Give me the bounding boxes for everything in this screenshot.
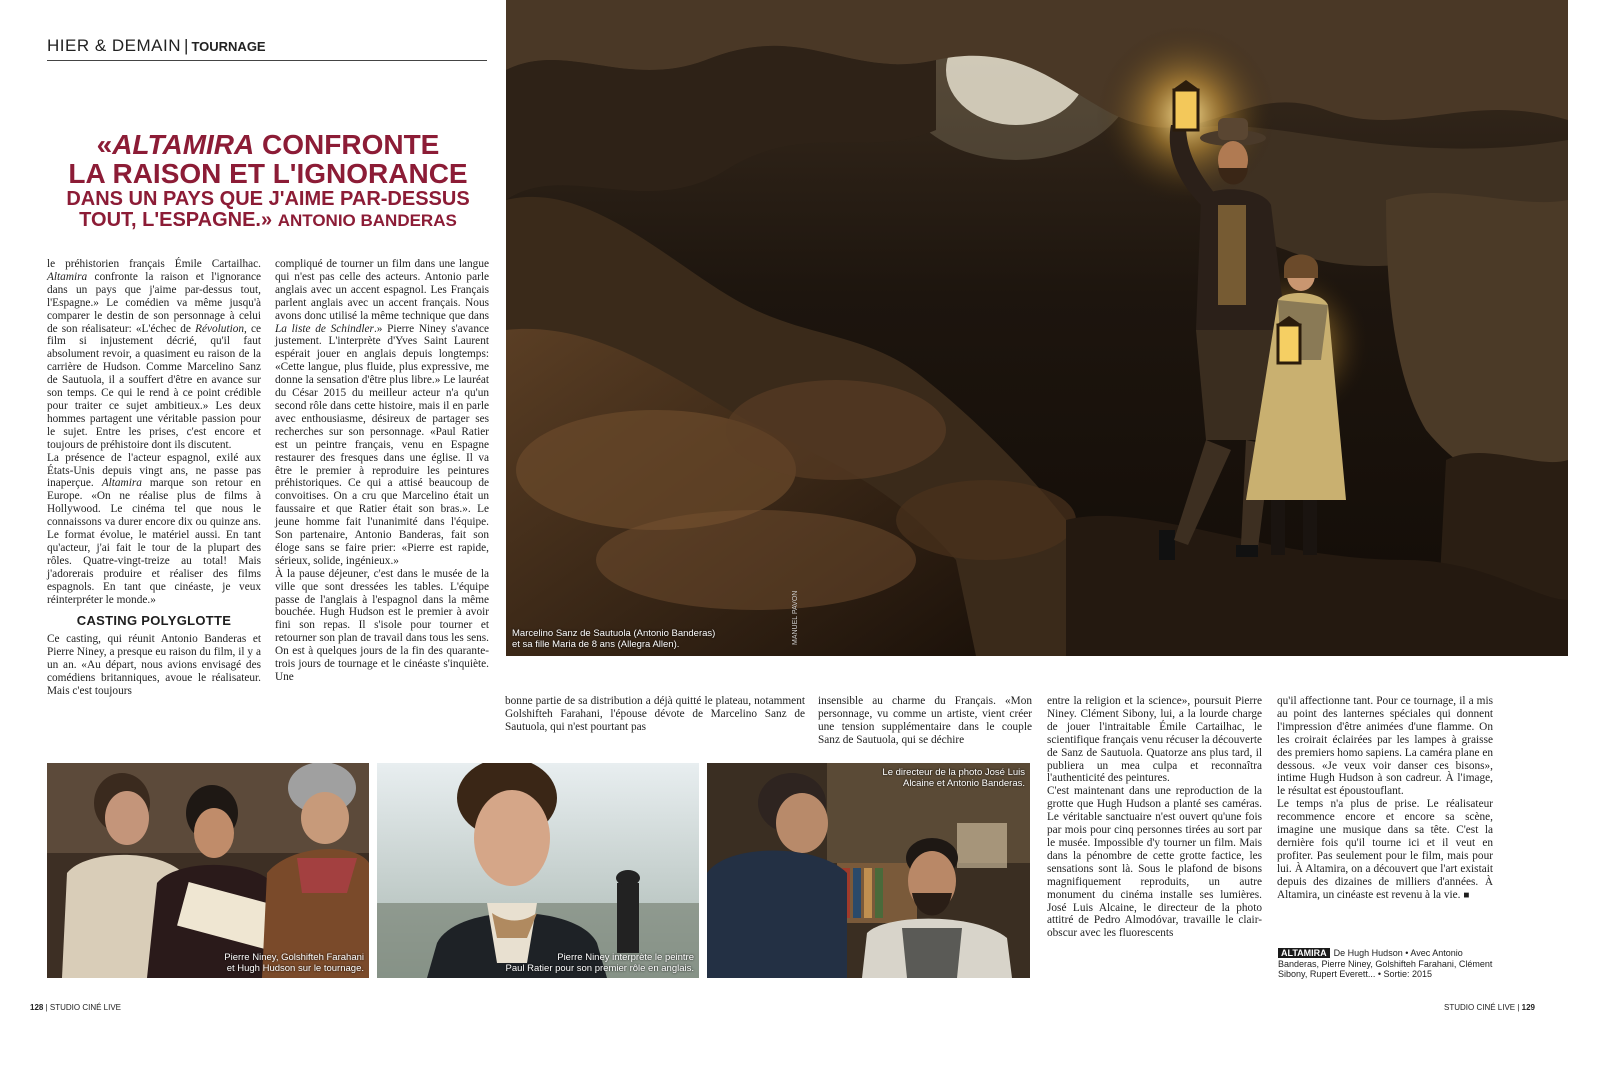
caption-line: et sa fille Maria de 8 ans (Allegra Allen).: [512, 639, 680, 650]
cave-scene-illustration: [506, 0, 1568, 656]
text-run: le préhistorien français Émile Cartailhac.: [47, 258, 261, 270]
film-info-box: [1278, 948, 1494, 980]
section-kicker: HIER & DEMAIN: [47, 36, 182, 55]
paragraph: [275, 258, 489, 568]
paragraph: [47, 452, 261, 607]
photo-credit: MANUEL PAVON: [792, 590, 799, 645]
caption-line: Le directeur de la photo José Luis: [882, 767, 1025, 778]
main-photo-cave: [506, 0, 1568, 656]
pierre-niney-illustration: [377, 763, 699, 978]
open-quote-mark: «: [96, 129, 113, 160]
film-info-text: De Hugh Hudson • Avec Antonio Banderas, Pierre Niney, Golshifteh Farahani, Clément Sibony, Rupert Everett... • Sortie: 2015: [1278, 948, 1493, 979]
text-run: .» Pierre Niney s'avance justement. L'interprète d'Yves Saint Laurent espérait jouer en anglais depuis longtemps: «Cette langue, plus fluide, plus expressive, me donne la sensation d'être plus libre.» Le lauréat du César 2015 du meilleur acteur n'a qu'un second rôle dans cette histoire, mais il en parle avec enthousiasme, désireux de partager ses recherches sur son personnage. «Paul Ratier est un peintre français, venu en Espagne restaurer des fresques dans une église. Il va être le premier à reproduire les peintures préhistoriques. Ce qui a attisé beaucoup de convoitises. On a cru que Marcelino était un faussaire et que Ratier était son bras.». Le jeune homme fait l'unanimité dans l'équipe. Son partenaire, Antonio Banderas, fait son éloge sans se faire prier: «Pierre est rapide, sérieux, solide, ingénieux.»: [275, 322, 489, 567]
magazine-name-right: STUDIO CINÉ LIVE |: [1444, 1003, 1522, 1012]
photo-cast-reading-caption: [210, 952, 364, 974]
text-column-4: [818, 695, 1032, 747]
paragraph: C'est maintenant dans une reproduction de la grotte que Hugh Hudson a planté ses caméras. Le véritable sanctuaire n'est ouvert qu'une fois par mois pour cinq personnes tirées au sort par le musée. Impossible d'y tourner un film. Mais dans la pénombre de cette grotte factice, les sensations sont là. Sous le plafond de bisons magnifiquement reproduits, un autre monument du cinéma installe ses lumières. José Luis Alcaine, le directeur de la photo attitré de Pedro Almodóvar, travaille le clair-obscur avec les fluorescents: [1047, 785, 1262, 940]
pull-quote-line-4-text: TOUT, L'ESPAGNE.»: [79, 208, 273, 231]
section-separator: |: [184, 36, 189, 55]
pull-quote-author: ANTONIO BANDERAS: [277, 210, 457, 230]
caption-line: et Hugh Hudson sur le tournage.: [226, 963, 364, 974]
pull-quote-line-3: DANS UN PAYS QUE J'AIME PAR-DESSUS: [66, 187, 470, 210]
text-run: marque son retour en Europe. «On ne réalise plus de films à Hollywood. Le cinéma tel que nous le connaissons va durer encore dix ou quinze ans. Le format évolue, le matériel aussi. En tant qu'acteur, j'ai fait le tour de la plupart des rôles. Quatre-vingt-treize au total! Mais j'adorerais produire et réaliser des films espagnols. En tant que cinéaste, je veux réinterpréter le monde.»: [47, 477, 261, 606]
italic-title: Altamira: [101, 477, 142, 490]
paragraph: [1277, 798, 1493, 902]
text-column-2: [275, 258, 489, 684]
pull-quote-line-1: [48, 130, 488, 159]
photo-pierre-niney-caption: [470, 952, 694, 974]
magazine-name-left: | STUDIO CINÉ LIVE: [43, 1003, 122, 1012]
section-header: [47, 36, 487, 61]
caption-line: Alcaine et Antonio Banderas.: [902, 778, 1025, 789]
pull-quote: [48, 130, 488, 231]
lantern-2: [1276, 316, 1302, 363]
paragraph: bonne partie de sa distribution a déjà quitté le plateau, notamment Golshifteh Farahani, l'épouse dévote de Marcelino Sanz de Sautuola, qui n'est pourtant pas: [505, 695, 805, 733]
page-number-left: 128: [30, 1003, 44, 1012]
text-column-1: [47, 258, 261, 698]
alcaine-banderas-illustration: [707, 763, 1030, 978]
footer-right: [1444, 1003, 1535, 1012]
subheading: CASTING POLYGLOTTE: [76, 613, 232, 629]
paragraph: insensible au charme du Français. «Mon personnage, vu comme un artiste, vient créer une tension supplémentaire dans le couple Sanz de Sautuola, qui se déchire: [818, 695, 1032, 746]
italic-title: Révolution: [195, 322, 245, 335]
caption-line: Pierre Niney, Golshifteh Farahani: [224, 952, 364, 963]
text-run: confronte la raison et l'ignorance dans un pays que j'aime par-dessus tout, l'Espagne.» Le comédien va même jusqu'à comparer le destin de son personnage à celui de son réalisateur: «L'échec de: [47, 270, 261, 335]
photo-alcaine-banderas: [707, 763, 1030, 978]
pull-quote-line-2: LA RAISON ET L'IGNORANCE: [68, 158, 468, 190]
text-run: Le temps n'a plus de prise. Le réalisateur recommence encore et encore sa scène, imagine une musique dans sa tête. C'est la dernière fois qu'il tourne ici et il veut en profiter. Pas seulement pour le film, mais pour lui. À Altamira, on a découvert que l'art existait depuis des dizaines de milliers d'années. À Altamira, un cinéaste est revenu à la vie.: [1277, 798, 1493, 901]
lantern-1: [1172, 80, 1200, 130]
text-run: La présence de l'acteur espagnol, exilé aux États-Unis depuis vingt ans, ne passe pas inaperçue.: [47, 451, 261, 490]
pull-quote-line-1-rest: CONFRONTE: [254, 129, 440, 160]
caption-line: Marcelino Sanz de Sautuola (Antonio Banderas): [512, 628, 716, 639]
text-run: compliqué de tourner un film dans une langue qui n'est pas celle des acteurs. Antonio parle anglais avec un accent espagnol. Les Français parlent anglais avec un accent français. Nous avons donc utilisé la même technique que dans: [275, 258, 489, 322]
text-column-3: [505, 695, 805, 734]
film-title-italic: ALTAMIRA: [112, 129, 255, 160]
photo-cast-reading: [47, 763, 369, 978]
paragraph: À la pause déjeuner, c'est dans le musée de la ville que sont dressées les tables. L'équipe passe de l'anglais à l'espagnol dans la même bouchée. Hugh Hudson est le premier à avoir fini son repas. Il s'isole pour tourner et retourner son plan de travail dans tous les sens. On est à quelques jours de la fin des quarante-trois jours de tournage et le cinéaste s'inquiète. Une: [275, 567, 489, 683]
photo-alcaine-banderas-caption: [870, 767, 1025, 789]
film-info-tag: ALTAMIRA: [1278, 948, 1330, 958]
caption-line: Paul Ratier pour son premier rôle en anglais.: [505, 963, 694, 974]
italic-title: La liste de Schindler: [275, 322, 374, 335]
end-mark: ■: [1463, 889, 1470, 901]
paragraph: Ce casting, qui réunit Antonio Banderas et Pierre Niney, a presque eu raison du film, il y a un an. «Au départ, nous avions envisagé des comédiens britanniques, avoue le réalisateur. Mais c'est toujours: [47, 633, 261, 697]
paragraph: qu'il affectionne tant. Pour ce tournage, il a mis au point des lanternes spéciales qui donnent l'impression d'être animées d'une flamme. On les croirait éclairées par les lampes à graisse des premiers homo sapiens. La caméra plane en dessous. «Je veux voir danser ces bisons», intime Hugh Hudson à son cadreur. À l'image, le résultat est époustouflant.: [1277, 695, 1493, 798]
page-number-right: 129: [1521, 1003, 1536, 1012]
italic-title: Altamira: [47, 270, 88, 283]
caption-line: Pierre Niney interprète le peintre: [557, 952, 694, 963]
paragraph: [47, 258, 261, 452]
text-column-5: [1047, 695, 1262, 940]
main-photo-caption: [512, 628, 715, 650]
photo-pierre-niney: [377, 763, 699, 978]
text-column-6: [1277, 695, 1493, 903]
footer-left: [30, 1003, 121, 1012]
cast-reading-illustration: [47, 763, 369, 978]
paragraph: entre la religion et la science», poursuit Pierre Niney. Clément Sibony, lui, a la lourde charge de jouer l'intraitable Émile Cartailhac, le scientifique français venu récuser la découverte de Sanz de Sautuola. Quatorze ans plus tard, il publiera un mea culpa et reconnaîtra l'authenticité des peintures.: [1047, 695, 1262, 785]
pull-quote-line-4: [48, 210, 488, 231]
section-name: TOURNAGE: [191, 39, 266, 54]
text-run: , ce film si injustement décrié, qu'il faut absolument revoir, a quasiment eu raison de la carrière de Hudson. Comme Marcelino Sanz de Sautuola, il a souffert d'être en avance sur son temps. Ce qui le rend à ce point crédible pour traiter ce sujet ambitieux.» Les deux hommes partagent une véritable passion pour le sujet. Entre les prises, c'est encore et toujours de préhistoire dont ils discutent.: [47, 322, 261, 451]
